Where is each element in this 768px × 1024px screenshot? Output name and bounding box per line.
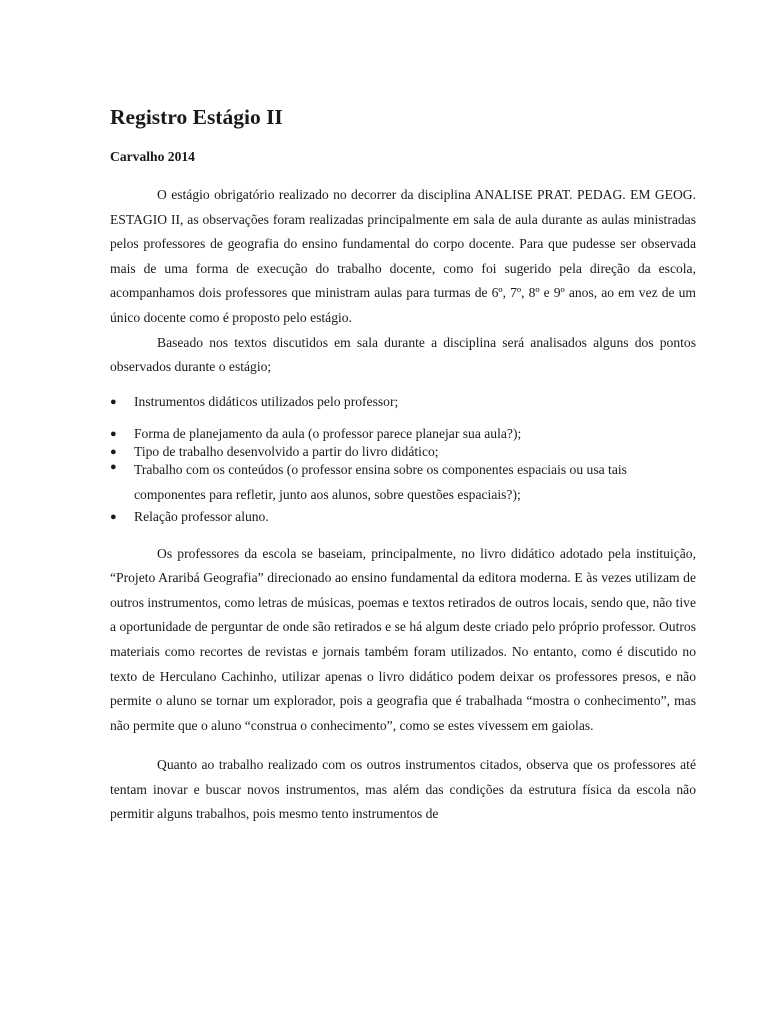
list-item-text: Tipo de trabalho desenvolvido a partir do livro didático; xyxy=(134,444,439,460)
bullet-icon: ● xyxy=(110,428,117,441)
bullet-icon: ● xyxy=(110,510,117,523)
list-item xyxy=(110,508,696,526)
document-title: Registro Estágio II xyxy=(110,105,283,129)
bullet-list-1 xyxy=(110,390,696,415)
paragraph-intro: O estágio obrigatório realizado no decorrer da disciplina ANALISE PRAT. PEDAG. EM GEOG. ESTAGIO II, as observações foram realizadas principalmente em sala de aula durante as aulas ministradas pelos professores de geografia do ensino fundamental do corpo docente. Para que pudesse ser observada mais de uma forma de execução do trabalho docente, como foi sugerido pela direção da escola, acompanhamos dois professores que ministram aulas para turmas de 6º, 7º, 8º e 9º anos, ao em vez de um único docente como é proposto pelo estágio. xyxy=(110,187,696,325)
list-item xyxy=(110,390,696,415)
bullet-list-2 xyxy=(110,425,696,525)
list-item-text: Relação professor aluno. xyxy=(134,508,269,524)
document-body xyxy=(110,104,696,827)
list-item xyxy=(110,458,696,507)
bullet-icon: ● xyxy=(110,395,117,408)
paragraph-textbook: Os professores da escola se baseiam, principalmente, no livro didático adotado pela instituição, “Projeto Araribá Geografia” direcionado ao ensino fundamental da editora moderna. E às vezes utilizam de outros instrumentos, como letras de músicas, poemas e textos retirados de outros locais, sendo que, não tive a oportunidade de perguntar de onde são retirados e se há algum deste criado pelo próprio professor. Outros materiais como recortes de revistas e jornais também foram utilizados. No entanto, como é discutido no texto de Herculano Cachinho, utilizar apenas o livro didático podem deixar os professores presos, e não permite o aluno se tornar um explorador, pois a geografia que é trabalhada “mostra o conhecimento”, mas não permite que o aluno “construa o conhecimento”, como se estes vivessem em gaiolas. xyxy=(110,545,696,733)
paragraph-instruments: Quanto ao trabalho realizado com os outros instrumentos citados, observa que os professores até tentam inovar e buscar novos instrumentos, mas além das condições da estrutura física da escola não permitir alguns trabalhos, pois mesmo tento instrumentos de xyxy=(110,757,696,822)
list-item xyxy=(110,425,696,443)
list-item-text: Trabalho com os conteúdos (o professor ensina sobre os componentes espaciais ou usa tais componentes para refletir, junto aos alunos, sobre questões espaciais?); xyxy=(134,462,627,502)
bullet-icon: ● xyxy=(110,461,117,474)
document-author: Carvalho 2014 xyxy=(110,149,195,164)
list-item-text: Instrumentos didáticos utilizados pelo professor; xyxy=(134,393,399,409)
paragraph-basis: Baseado nos textos discutidos em sala durante a disciplina será analisados alguns dos pontos observados durante o estágio; xyxy=(110,334,696,375)
bullet-icon: ● xyxy=(110,446,117,459)
list-item-text: Forma de planejamento da aula (o professor parece planejar sua aula?); xyxy=(134,426,522,442)
